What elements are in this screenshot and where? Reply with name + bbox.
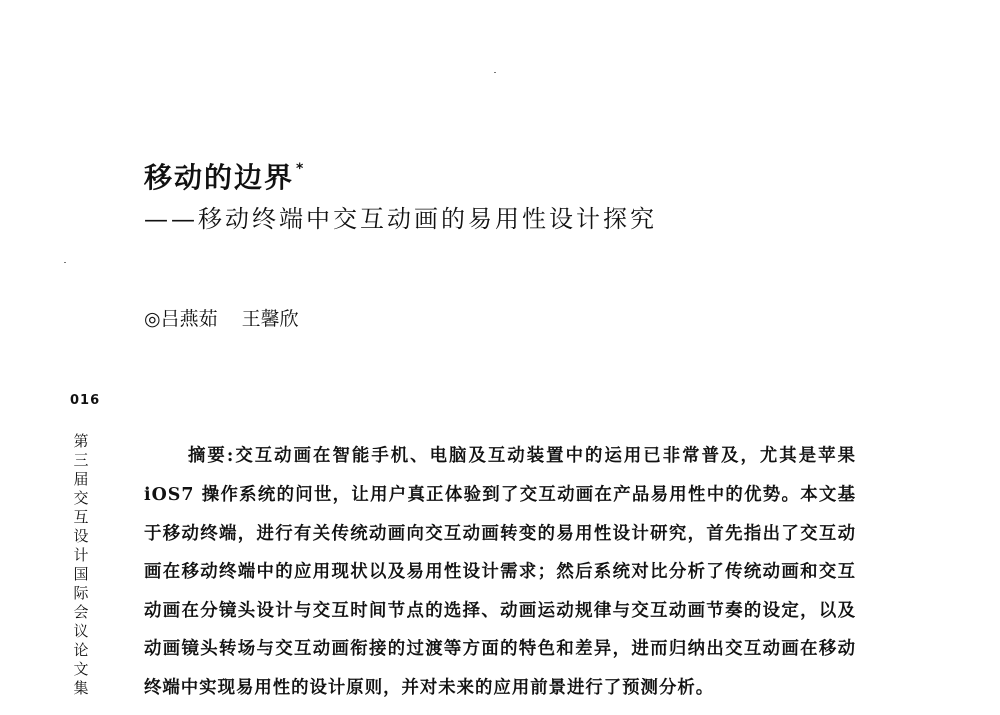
paper-subtitle: ——移动终端中交互动画的易用性设计探究 <box>144 205 657 233</box>
running-title: 第三届交互设计国际会议论文集 <box>73 432 89 697</box>
author-name: 王馨欣 <box>241 308 299 330</box>
author-line <box>144 305 299 333</box>
author-marker: ◎ <box>144 308 161 330</box>
page-number: 016 <box>70 393 101 408</box>
abstract-text: 交互动画在智能手机、电脑及互动装置中的运用已非常普及，尤其是苹果 iOS7 操作系统的问世，让用户真正体验到了交互动画在产品易用性中的优势。本文基于移动终端，进行有关传统动画向交互动画转变的易用性设计研究，首先指出了交互动画在移动终端中的应用现状以及易用性设计需求；然后系统对比分析了传统动画和交互动画在分镜头设计与交互时间节点的选择、动画运动规律与交互动画节奏的设定，以及动画镜头转场与交互动画衔接的过渡等方面的特色和差异，进而归纳出交互动画在移动终端中实现易用性的设计原则，并对未来的应用前景进行了预测分析。 <box>144 446 856 698</box>
title-footnote-mark: * <box>296 161 306 177</box>
author-name: 吕燕茹 <box>160 308 218 330</box>
paper-title-text: 移动的边界 <box>144 161 295 194</box>
scan-speck <box>64 262 66 263</box>
abstract-paragraph <box>144 437 856 707</box>
scan-speck <box>494 72 496 73</box>
abstract-label-colon: : <box>226 446 235 467</box>
abstract-label: 摘要 <box>188 446 227 467</box>
paper-title <box>144 150 305 197</box>
